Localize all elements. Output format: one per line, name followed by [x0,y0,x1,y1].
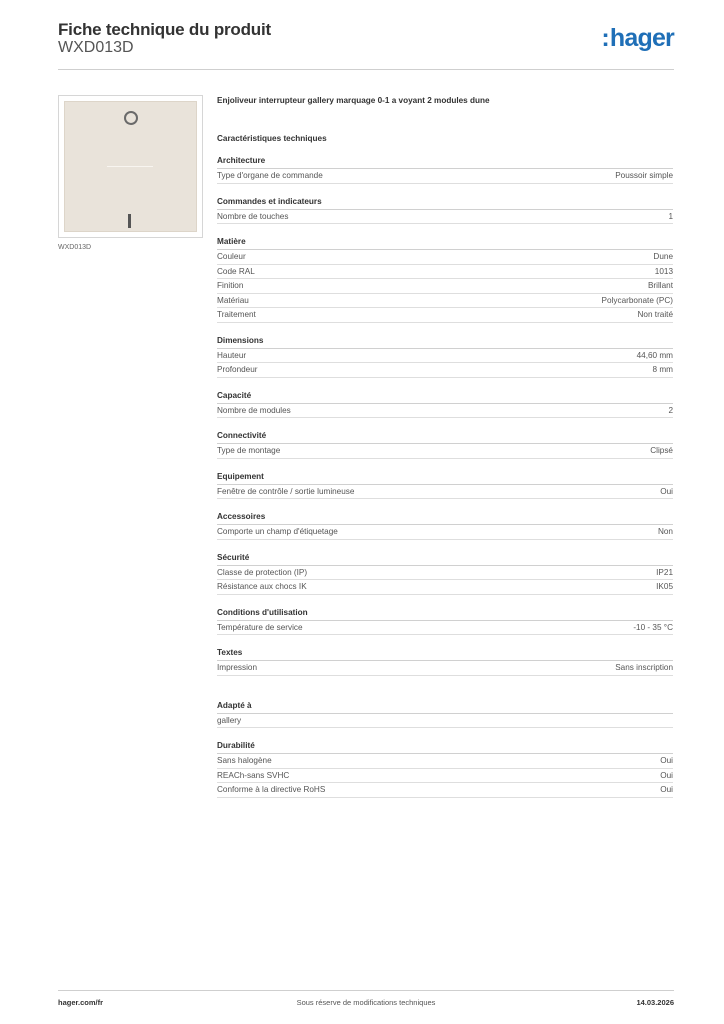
spec-sections [217,154,673,798]
spec-row [217,485,673,500]
spec-value: Clipsé [650,446,673,455]
spec-value: Brillant [647,281,673,290]
spec-section [217,739,673,798]
spec-value: Oui [660,770,673,780]
spec-row [217,308,673,323]
spec-value: Non traité [637,310,673,319]
spec-row [217,580,673,595]
spec-value: IK05 [656,582,673,591]
section-title: Conditions d'utilisation [217,606,673,621]
spec-label: Conforme à la directive RoHS [217,785,326,794]
spec-row [217,363,673,378]
on-marking-icon [128,214,131,228]
spec-section [217,195,673,225]
spec-value: -10 - 35 °C [633,622,673,632]
spec-label: Matériau [217,295,249,305]
spec-value: 1013 [654,266,673,276]
spec-value: 8 mm [652,365,673,374]
spec-value: Non [657,527,673,536]
spec-label: Classe de protection (IP) [217,567,308,577]
spec-label: gallery [217,715,242,725]
spec-row [217,754,673,769]
spec-value: Poussoir simple [615,171,673,180]
spec-value: 1 [668,211,673,221]
spec-row [217,265,673,280]
spec-label: Nombre de modules [217,405,291,415]
spec-label: Type de montage [217,446,281,455]
section-title: Textes [217,646,673,661]
spec-row [217,349,673,364]
spec-section [217,606,673,636]
spec-label: Résistance aux chocs IK [217,582,307,591]
spec-value: Dune [653,252,673,261]
section-title: Commandes et indicateurs [217,195,673,210]
spec-row [217,210,673,225]
spec-value: Oui [660,785,673,794]
spec-row [217,714,673,729]
spec-row [217,621,673,636]
spec-section [217,470,673,500]
spec-section [217,551,673,595]
spec-value: Oui [660,756,673,765]
spec-label: Profondeur [217,365,258,374]
spec-label: Hauteur [217,350,247,360]
spec-row [217,169,673,184]
spec-label: Type d'organe de commande [217,171,323,180]
spec-section [217,510,673,540]
spec-row [217,404,673,419]
spec-label: Température de service [217,622,303,632]
spec-row [217,566,673,581]
spec-label: Sans halogène [217,756,272,765]
spec-section [217,646,673,676]
section-title: Durabilité [217,739,673,754]
spec-section [217,389,673,419]
spec-value: IP21 [656,567,673,577]
spec-row [217,279,673,294]
spec-value: Oui [660,486,673,496]
section-title: Connectivité [217,429,673,444]
spec-label: Impression [217,663,258,672]
footer-divider [58,990,674,991]
spec-label: Couleur [217,252,246,261]
logo-text: hager [609,24,674,52]
spec-value: 44,60 mm [636,350,673,360]
spec-heading: Caractéristiques techniques [217,134,327,143]
page-title: Fiche technique du produit [58,20,271,39]
section-title: Sécurité [217,551,673,566]
spec-label: Traitement [217,310,256,319]
hager-logo [601,26,674,51]
footer-disclaimer: Sous réserve de modifications techniques [296,998,436,1007]
header-divider [58,69,674,70]
off-marking-icon [124,111,138,125]
spec-section [217,699,673,729]
spec-value: Sans inscription [615,663,673,672]
spec-row [217,250,673,265]
spec-label: Code RAL [217,266,255,276]
footer-date: 14.03.2026 [636,998,674,1007]
spec-row [217,769,673,784]
spec-value: Polycarbonate (PC) [601,295,673,305]
footer-website: hager.com/fr [58,998,104,1007]
switch-plate [64,101,197,232]
image-caption: WXD013D [58,244,92,251]
spec-label: Nombre de touches [217,211,289,221]
spec-row [217,525,673,540]
spec-area [217,95,673,798]
spec-value: 2 [668,405,673,415]
spec-label: Fenêtre de contrôle / sortie lumineuse [217,486,355,496]
spec-row [217,294,673,309]
spec-row [217,783,673,798]
section-title: Architecture [217,154,673,169]
spec-label: Comporte un champ d'étiquetage [217,527,338,536]
spec-section [217,154,673,184]
section-title: Capacité [217,389,673,404]
product-reference: WXD013D [58,39,134,56]
product-image [58,95,203,238]
spec-row [217,444,673,459]
section-title: Matière [217,235,673,250]
section-title: Adapté à [217,699,673,714]
spec-section [217,235,673,323]
spec-section [217,429,673,459]
spec-label: REACh-sans SVHC [217,770,290,780]
section-title: Equipement [217,470,673,485]
logo-colon: : [601,24,609,52]
product-description: Enjoliveur interrupteur gallery marquage 0-1 a voyant 2 modules dune [217,96,490,105]
spec-section [217,334,673,378]
spec-row [217,661,673,676]
section-title: Dimensions [217,334,673,349]
section-title: Accessoires [217,510,673,525]
indicator-light-window [107,166,153,167]
spec-label: Finition [217,281,244,290]
